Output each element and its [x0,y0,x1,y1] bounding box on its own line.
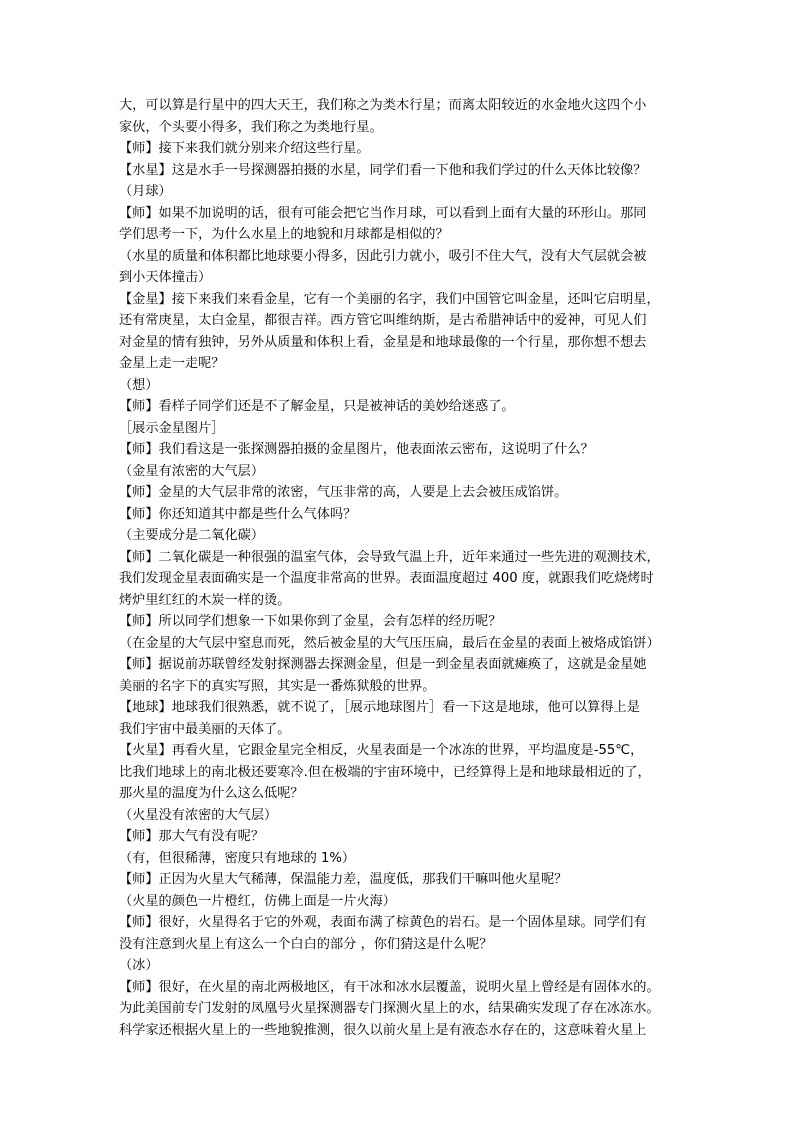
text-line: 没有注意到火星上有这么一个白白的部分 ，你们猜这是什么呢？ [119,936,493,952]
text-line: 【师】接下来我们就分别来介绍这些行星。 [119,141,370,156]
text-line: （有，但很稀薄，密度只有地球的 1%） [119,850,356,866]
text-line: （水星的质量和体积都比地球要小得多，因此引力就小，吸引不住大气，没有大气层就会被 [119,248,647,264]
text-line: 那火星的温度为什么这么低呢？ [119,786,304,801]
text-line: 我们宇宙中最美丽的天体了。 [119,721,291,737]
text-line: 【师】二氧化碳是一种很强的温室气体，会导致气温上升，近年来通过一些先进的观测技术， [119,549,660,565]
text-line: 【金星】接下来我们来看金星，它有一个美丽的名字，我们中国管它叫金星，还叫它启明星， [119,291,660,307]
text-line: 【地球】地球我们很熟悉，就不说了，［展示地球图片］看一下这是地球，他可以算得上是 [119,700,640,715]
document-body [119,95,685,1041]
text-line: 到小天体撞击） [119,270,212,285]
text-line: 【师】金星的大气层非常的浓密，气压非常的高，人要是上去会被压成馅饼。 [119,485,568,500]
text-line: 为此美国前专门发射的凤凰号火星探测器专门探测火星上的水，结果确实发现了存在冰冻水。 [119,1001,660,1016]
text-line: 【水星】这是水手一号探测器拍摄的水星，同学们看一下他和我们学过的什么天体比较像？ [119,162,647,178]
text-line: 烤炉里红红的木炭一样的烫。 [119,592,291,608]
text-line: （想） [119,377,159,393]
text-line: 大，可以算是行星中的四大天王，我们称之为类木行星；而离太阳较近的水金地火这四个小 [119,98,647,113]
text-line: 【师】我们看这是一张探测器拍摄的金星图片，他表面浓云密布，这说明了什么？ [119,442,594,457]
text-line: ［展示金星图片］ [119,420,225,436]
text-line: 【师】那大气有没有呢？ [119,829,265,844]
text-line: 美丽的名字下的真实写照，其实是一番炼狱般的世界。 [119,678,436,694]
text-line: 金星上走一走呢？ [119,356,225,371]
text-line: 我们发现金星表面确实是一个温度非常高的世界。表面温度超过 400 度，就跟我们吃烧烤时 [119,571,654,586]
text-line: 科学家还根据火星上的一些地貌推测，很久以前火星上是有液态水存在的，这意味着火星上 [119,1022,647,1038]
text-line: （冰） [119,958,159,973]
text-line: 比我们地球上的南北极还要寒冷.但在极端的宇宙环境中，已经算得上是和地球最相近的了， [119,764,651,780]
text-line: 对金星的情有独钟，另外从质量和体积上看，金星是和地球最像的一个行星，那你想不想去 [119,334,647,350]
text-line: 【师】很好，火星得名于它的外观，表面布满了棕黄色的岩石。是一个固体星球。同学们有 [119,915,647,930]
text-line: 家伙，个头要小得多，我们称之为类地行星。 [119,119,383,135]
text-line: 【师】很好，在火星的南北两极地区，有干冰和冰水层覆盖，说明火星上曾经是有固体水的。 [119,979,660,995]
text-line: （火星没有浓密的大气层） [119,807,278,823]
text-line: 【师】看样子同学们还是不了解金星，只是被神话的美妙给迷惑了。 [119,399,515,414]
text-line: 【师】据说前苏联曾经发射探测器去探测金星，但是一到金星表面就瘫痪了，这就是金星她 [119,657,647,672]
text-line: （主要成分是二氧化碳） [119,528,265,543]
text-line: 【师】所以同学们想象一下如果你到了金星，会有怎样的经历呢？ [119,614,502,629]
text-line: 【火星】再看火星，它跟金星完全相反，火星表面是一个冰冻的世界，平均温度是-55℃， [119,743,644,758]
text-line: 【师】你还知道其中都是些什么气体吗？ [119,506,357,522]
text-line: （火星的颜色一片橙红，仿佛上面是一片火海） [119,893,396,909]
text-line: （在金星的大气层中窒息而死，然后被金星的大气压压扁，最后在金星的表面上被烙成馅饼） [119,635,660,651]
text-line: （月球） [119,184,172,199]
text-line: （金星有浓密的大气层） [119,463,265,479]
text-line: 【师】正因为火星大气稀薄，保温能力差，温度低，那我们干嘛叫他火星呢？ [119,872,568,887]
text-line: 学们思考一下，为什么水星上的地貌和月球都是相似的？ [119,227,449,242]
text-line: 还有常庚星，太白金星，都很吉祥。西方管它叫维纳斯，是古希腊神话中的爱神，可见人们 [119,313,647,328]
text-line: 【师】如果不加说明的话，很有可能会把它当作月球，可以看到上面有大量的环形山。那同 [119,205,647,221]
